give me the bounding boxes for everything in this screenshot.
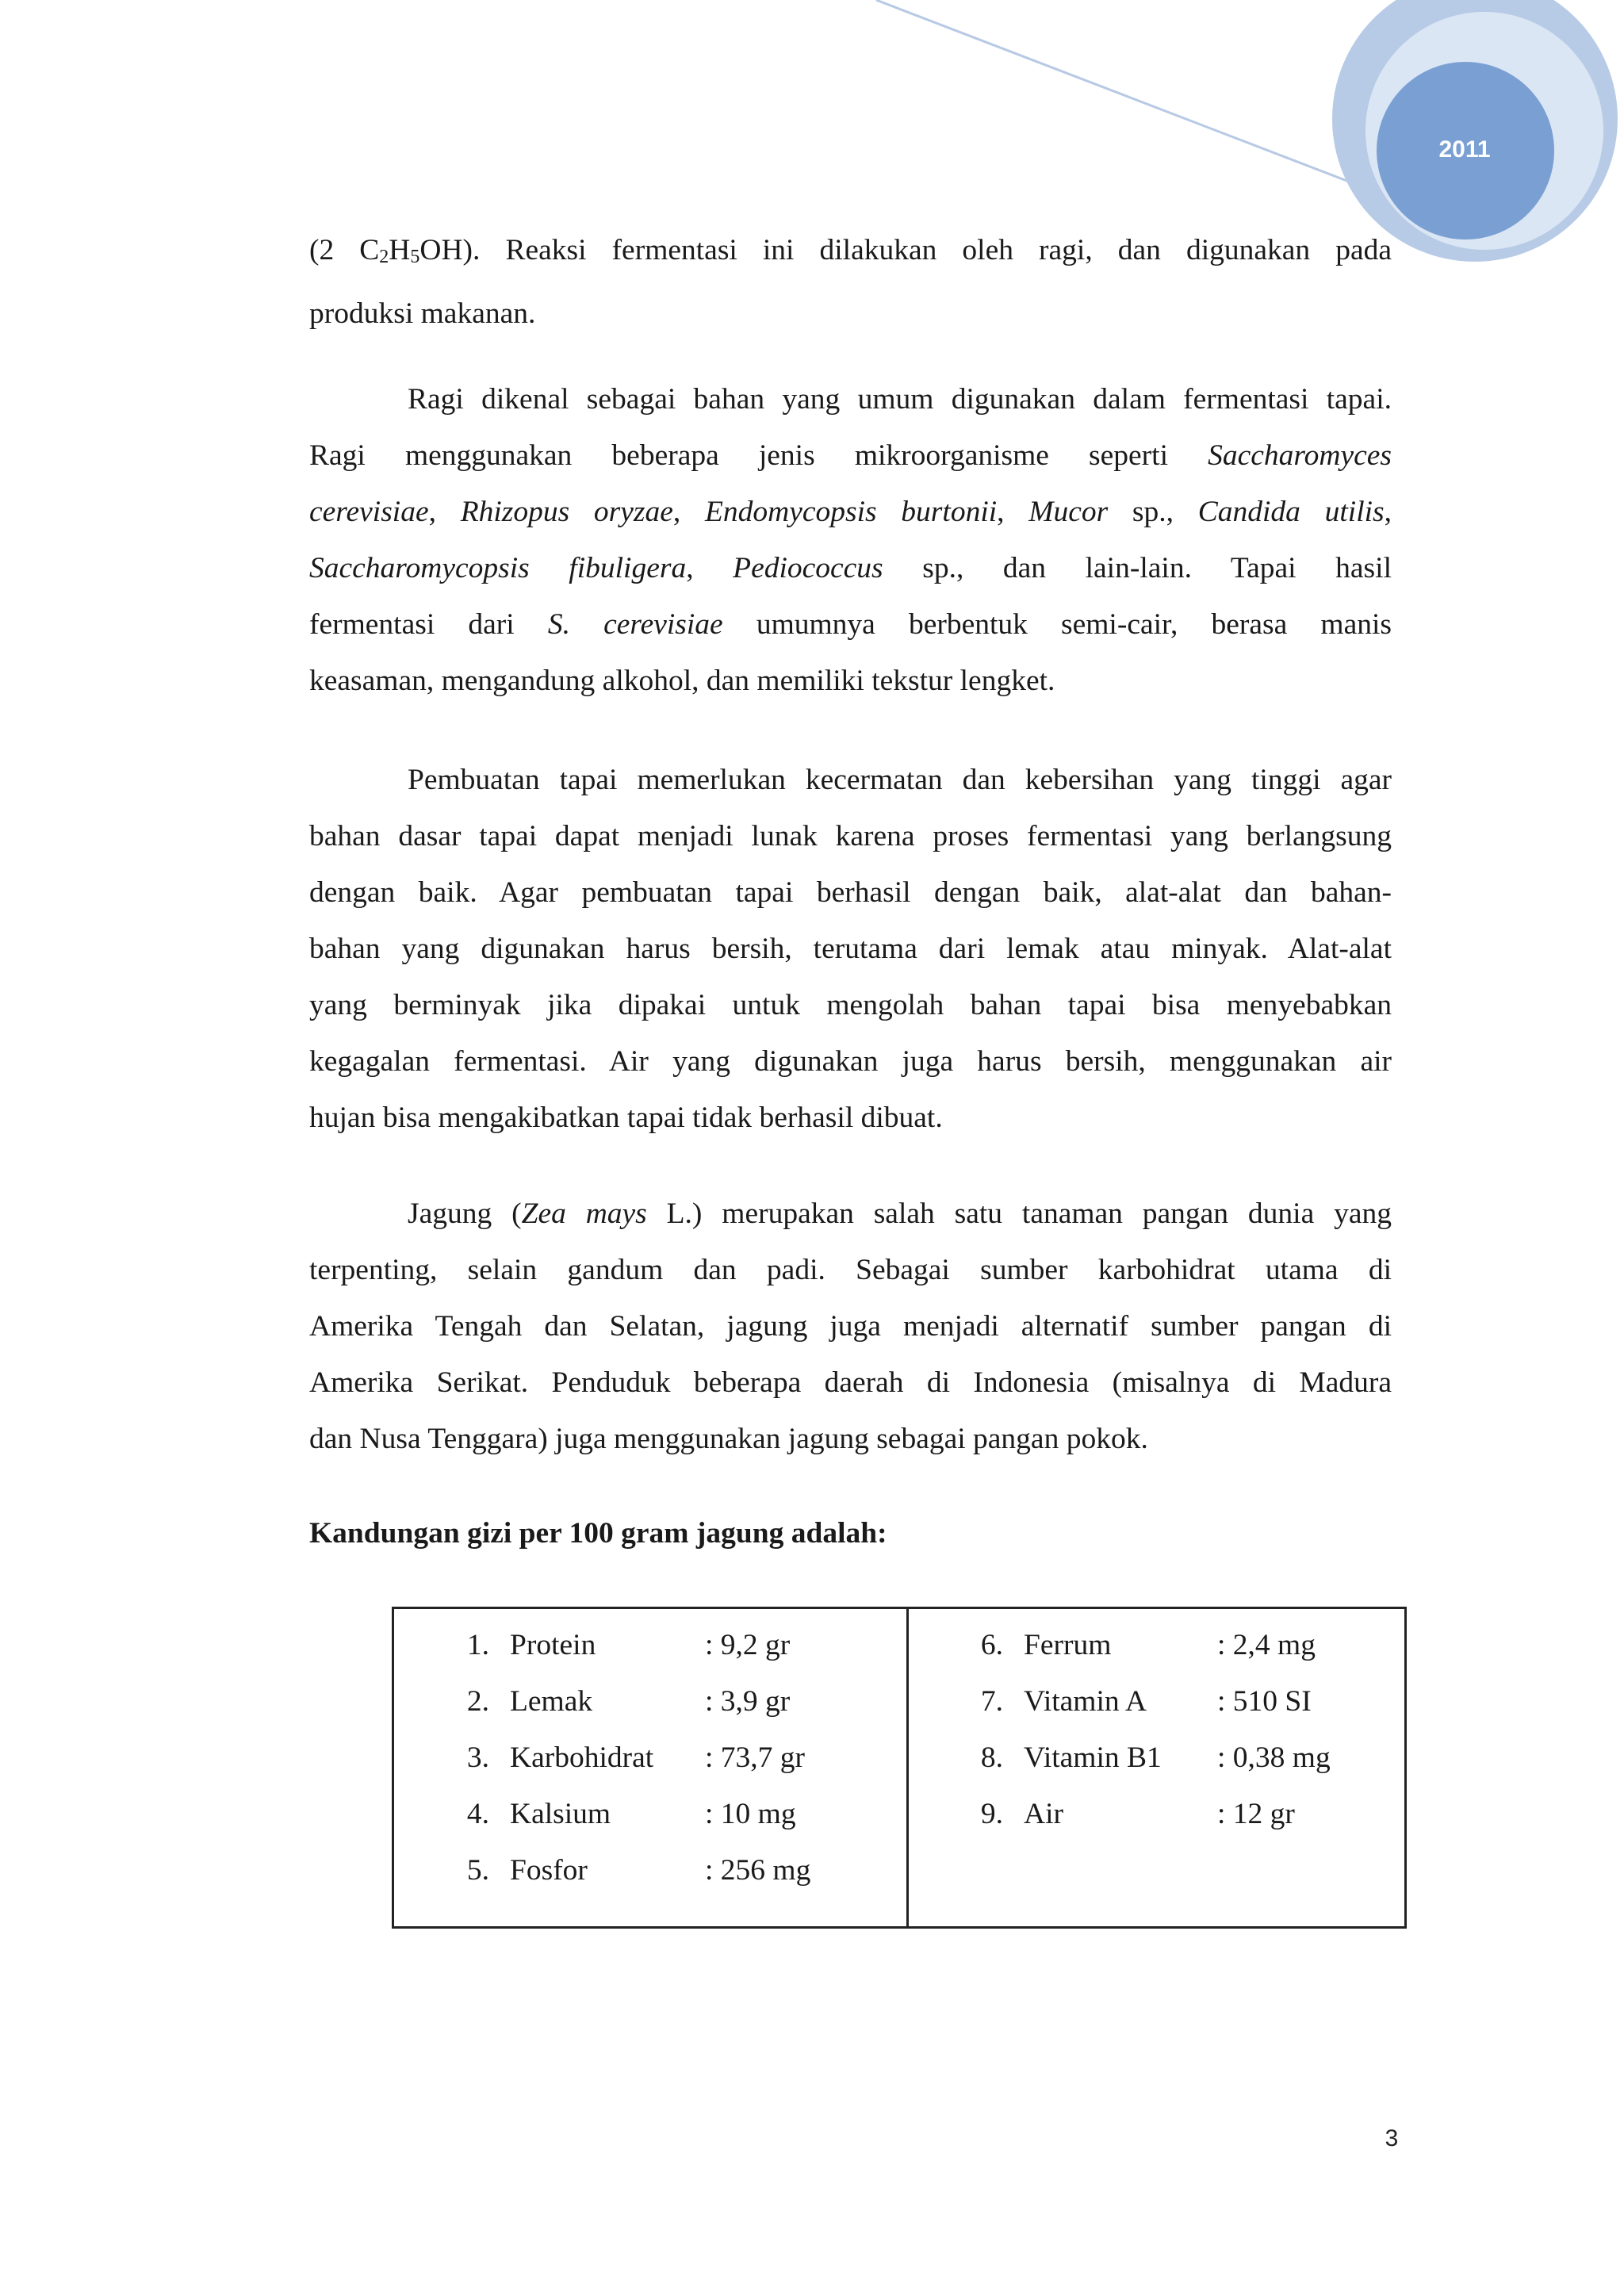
nutrient-value: : 73,7 gr [705, 1741, 806, 1774]
paragraph-3 [309, 752, 1392, 1146]
nutrient-name: Air [1024, 1798, 1063, 1830]
text-line: hujan bisa mengakibatkan tapai tidak berhasil dibuat. [309, 1102, 943, 1134]
header-year: 2011 [1438, 136, 1491, 163]
nutrient-name: Vitamin B1 [1024, 1741, 1162, 1774]
text-line: bahan yang digunakan harus bersih, terutama dari lemak atau minyak. Alat-alat [309, 933, 1392, 965]
text-line: Saccharomycopsis fibuligera, Pediococcus sp., dan lain-lain. Tapai hasil [309, 552, 1392, 584]
nutrient-number: 8. [980, 1741, 1003, 1774]
text-line: Pembuatan tapai memerlukan kecermatan dan kebersihan yang tinggi agar [408, 764, 1392, 796]
text-line: cerevisiae, Rhizopus oryzae, Endomycopsis burtonii, Mucor sp., Candida utilis, [309, 496, 1392, 528]
text-line: Ragi menggunakan beberapa jenis mikroorganisme seperti Saccharomyces [309, 439, 1392, 472]
nutrient-number: 5. [466, 1854, 489, 1887]
nutrient-number: 2. [466, 1685, 489, 1718]
nutrient-value: : 0,38 mg [1217, 1741, 1331, 1774]
nutrient-value: : 10 mg [705, 1798, 796, 1830]
text-line: fermentasi dari S. cerevisiae umumnya berbentuk semi-cair, berasa manis [309, 608, 1392, 641]
nutrient-number: 3. [466, 1741, 489, 1774]
nutrient-number: 9. [980, 1798, 1003, 1830]
text-line: dan Nusa Tenggara) juga menggunakan jagung sebagai pangan pokok. [309, 1423, 1148, 1455]
text-line: terpenting, selain gandum dan padi. Sebagai sumber karbohidrat utama di [309, 1254, 1392, 1286]
nutrient-name: Karbohidrat [510, 1741, 654, 1774]
text-line: Amerika Tengah dan Selatan, jagung juga menjadi alternatif sumber pangan di [309, 1310, 1392, 1343]
nutrient-name: Protein [510, 1629, 596, 1661]
nutrient-number: 4. [466, 1798, 489, 1830]
text-line: Amerika Serikat. Penduduk beberapa daerah di Indonesia (misalnya di Madura [309, 1366, 1392, 1399]
nutrient-number: 1. [466, 1629, 489, 1661]
text-line: kegagalan fermentasi. Air yang digunakan juga harus bersih, menggunakan air [309, 1045, 1392, 1078]
text-line: Jagung (Zea mays L.) merupakan salah satu tanaman pangan dunia yang [408, 1197, 1392, 1230]
page-number: 3 [1385, 2125, 1399, 2151]
text-line: Ragi dikenal sebagai bahan yang umum digunakan dalam fermentasi tapai. [408, 383, 1392, 416]
nutrition-table [392, 1607, 1407, 1929]
nutrient-name: Ferrum [1024, 1629, 1112, 1661]
paragraph-1 [309, 222, 1392, 342]
text-line: (2 $C_2H_5OH$). Reaksi fermentasi ini dilakukan oleh ragi, dan digunakan pada [309, 234, 1392, 267]
nutrient-value: : 2,4 mg [1217, 1629, 1316, 1661]
text-line: yang berminyak jika dipakai untuk mengolah bahan tapai bisa menyebabkan [309, 989, 1392, 1021]
nutrient-value: : 3,9 gr [705, 1685, 791, 1718]
paragraph-4 [309, 1186, 1392, 1467]
nutrient-value: : 12 gr [1217, 1798, 1295, 1830]
nutrient-number: 7. [980, 1685, 1003, 1718]
nutrient-value: : 9,2 gr [705, 1629, 791, 1661]
nutrient-name: Kalsium [510, 1798, 611, 1830]
text-line: bahan dasar tapai dapat menjadi lunak karena proses fermentasi yang berlangsung [309, 820, 1392, 852]
nutrient-number: 6. [980, 1629, 1003, 1661]
nutrition-heading: Kandungan gizi per 100 gram jagung adalah: [309, 1517, 887, 1550]
text-line: dengan baik. Agar pembuatan tapai berhasil dengan baik, alat-alat dan bahan- [309, 876, 1392, 909]
nutrient-value: : 256 mg [705, 1854, 811, 1887]
nutrient-name: Vitamin A [1024, 1685, 1147, 1718]
paragraph-2 [309, 371, 1392, 709]
nutrient-value: : 510 SI [1217, 1685, 1312, 1718]
nutrient-name: Lemak [510, 1685, 593, 1718]
text-line: produksi makanan. [309, 297, 536, 330]
text-line: keasaman, mengandung alkohol, dan memiliki tekstur lengket. [309, 665, 1055, 697]
table-divider [906, 1609, 909, 1926]
nutrient-name: Fosfor [510, 1854, 588, 1887]
